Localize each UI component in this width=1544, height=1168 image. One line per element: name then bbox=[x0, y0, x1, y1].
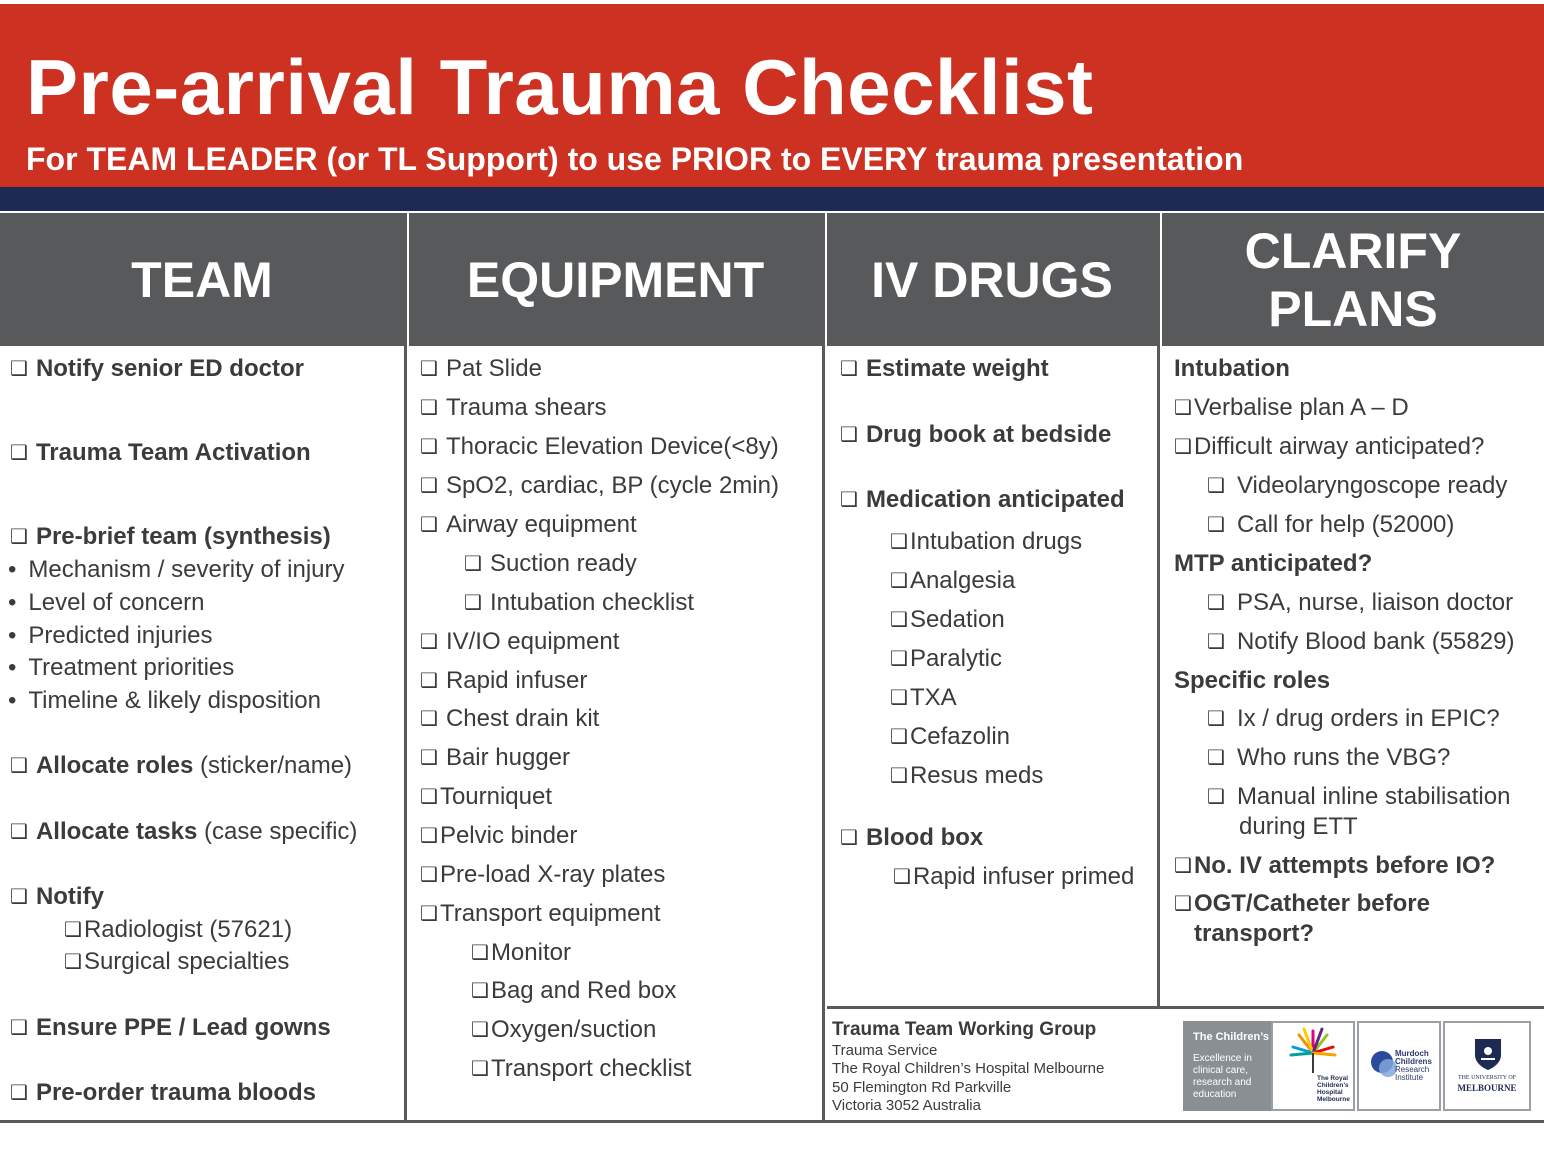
checklist-item[interactable] bbox=[840, 823, 983, 853]
column-header-clarify-plans bbox=[1162, 213, 1544, 346]
checklist-subitem[interactable] bbox=[1207, 704, 1500, 734]
bullet-label: Treatment priorities bbox=[28, 654, 235, 681]
item-label: PSA, nurse, liaison doctor bbox=[1236, 589, 1514, 616]
bullet-item bbox=[8, 621, 213, 651]
checklist-item[interactable] bbox=[840, 354, 1049, 384]
checkbox-icon[interactable]: ❑ bbox=[420, 473, 438, 497]
bullet-label: Mechanism / severity of injury bbox=[28, 556, 345, 583]
checklist-item[interactable] bbox=[420, 782, 552, 812]
section-heading: Intubation bbox=[1174, 355, 1290, 382]
item-label: Chest drain kit bbox=[445, 705, 600, 732]
checklist-subitem[interactable] bbox=[890, 527, 1082, 557]
item-label: Airway equipment bbox=[445, 511, 637, 538]
item-label-continuation: transport? bbox=[1194, 920, 1314, 947]
checkbox-icon[interactable]: ❑ bbox=[10, 819, 28, 843]
checkbox-icon[interactable]: ❑ bbox=[1207, 473, 1225, 497]
checklist-item[interactable] bbox=[420, 354, 542, 384]
section-heading: MTP anticipated? bbox=[1174, 550, 1373, 577]
partner-logos bbox=[1183, 1021, 1531, 1111]
checkbox-icon[interactable]: ❑ bbox=[420, 901, 438, 925]
item-label: No. IV attempts before IO? bbox=[1193, 852, 1496, 879]
bullet-item bbox=[8, 588, 205, 618]
rch-logo-text: Children’s bbox=[1317, 1082, 1349, 1089]
item-label: Difficult airway anticipated? bbox=[1193, 433, 1485, 460]
checklist-item[interactable] bbox=[10, 522, 331, 552]
item-label: Bair hugger bbox=[445, 744, 571, 771]
item-label: Transport equipment bbox=[439, 900, 661, 927]
childrens-logo-tagline: clinical care, bbox=[1193, 1065, 1249, 1076]
column-header-equipment bbox=[409, 213, 822, 346]
checkbox-icon[interactable]: ❑ bbox=[420, 862, 438, 886]
checklist-subitem[interactable] bbox=[64, 915, 292, 945]
item-label: Ix / drug orders in EPIC? bbox=[1236, 705, 1500, 732]
checklist-subitem[interactable] bbox=[1207, 510, 1454, 540]
item-label: IV/IO equipment bbox=[445, 628, 620, 655]
item-label: Pat Slide bbox=[445, 355, 542, 382]
checkbox-icon[interactable]: ❑ bbox=[420, 745, 438, 769]
item-label: Pre-brief team (synthesis) bbox=[35, 523, 331, 550]
checkbox-icon[interactable]: ❑ bbox=[840, 825, 858, 849]
checklist-subitem[interactable] bbox=[471, 1015, 656, 1045]
item-label: Drug book at bedside bbox=[865, 421, 1112, 448]
column-header-equipment-label: EQUIPMENT bbox=[466, 251, 765, 308]
checkbox-icon[interactable]: ❑ bbox=[471, 978, 489, 1002]
checklist-subitem[interactable] bbox=[464, 588, 694, 618]
checkbox-icon[interactable]: ❑ bbox=[10, 753, 28, 777]
childrens-logo-tagline: education bbox=[1193, 1089, 1237, 1100]
item-note: (sticker/name) bbox=[200, 752, 353, 779]
checklist-subitem[interactable] bbox=[1207, 471, 1507, 501]
checklist-item[interactable] bbox=[10, 817, 357, 847]
column-header-clarify-label: CLARIFY bbox=[1244, 222, 1462, 279]
childrens-campus-logo bbox=[1183, 1021, 1271, 1111]
checklist-subitem[interactable] bbox=[471, 1054, 691, 1084]
column-header-team bbox=[0, 213, 404, 346]
checkbox-icon[interactable]: ❑ bbox=[420, 823, 438, 847]
checkbox-icon[interactable]: ❑ bbox=[464, 590, 482, 614]
page-title: Pre-arrival Trauma Checklist bbox=[26, 43, 1094, 131]
checkbox-icon[interactable]: ❑ bbox=[840, 356, 858, 380]
checkbox-icon[interactable]: ❑ bbox=[10, 1015, 28, 1039]
section-heading: Specific roles bbox=[1174, 667, 1331, 694]
checkbox-icon[interactable]: ❑ bbox=[890, 646, 908, 670]
item-label: Notify Blood bank (55829) bbox=[1236, 628, 1515, 655]
checkbox-icon[interactable]: ❑ bbox=[1207, 512, 1225, 536]
checklist-subitem[interactable] bbox=[893, 862, 1134, 892]
item-label: Monitor bbox=[490, 939, 571, 966]
unimelb-logo bbox=[1443, 1021, 1531, 1111]
item-label: Suction ready bbox=[489, 550, 637, 577]
checkbox-icon[interactable]: ❑ bbox=[64, 949, 82, 973]
column-header-iv-drugs-label: IV DRUGS bbox=[871, 251, 1113, 308]
checkbox-icon[interactable]: ❑ bbox=[420, 706, 438, 730]
checkbox-icon[interactable]: ❑ bbox=[1207, 629, 1225, 653]
footer-line: The Royal Children’s Hospital Melbourne bbox=[832, 1060, 1105, 1077]
item-label: SpO2, cardiac, BP (cycle 2min) bbox=[445, 472, 779, 499]
checkbox-icon[interactable]: ❑ bbox=[1174, 395, 1192, 419]
checklist-item[interactable] bbox=[420, 432, 779, 462]
checklist-item[interactable] bbox=[10, 882, 104, 912]
checkbox-icon[interactable]: ❑ bbox=[420, 629, 438, 653]
item-label: Pelvic binder bbox=[439, 822, 578, 849]
checkbox-icon[interactable]: ❑ bbox=[10, 884, 28, 908]
checkbox-icon[interactable]: ❑ bbox=[1174, 891, 1192, 915]
checkbox-icon[interactable]: ❑ bbox=[890, 607, 908, 631]
checkbox-icon[interactable]: ❑ bbox=[10, 1080, 28, 1104]
checkbox-icon[interactable]: ❑ bbox=[420, 395, 438, 419]
bullet-icon: • bbox=[8, 556, 17, 583]
item-label: Paralytic bbox=[909, 645, 1002, 672]
checklist-item[interactable] bbox=[420, 471, 779, 501]
checklist-item[interactable] bbox=[10, 438, 311, 468]
item-label: Notify bbox=[35, 883, 104, 910]
checklist-item[interactable] bbox=[1174, 432, 1484, 462]
checklist-subitem[interactable] bbox=[890, 644, 1002, 674]
checklist-subitem[interactable] bbox=[64, 947, 289, 977]
item-label: Rapid infuser bbox=[445, 667, 588, 694]
footer-group-name: Trauma Team Working Group bbox=[832, 1019, 1097, 1040]
item-label: Medication anticipated bbox=[865, 486, 1125, 513]
checkbox-icon[interactable]: ❑ bbox=[420, 356, 438, 380]
checkbox-icon[interactable]: ❑ bbox=[890, 724, 908, 748]
item-label: Verbalise plan A – D bbox=[1193, 394, 1409, 421]
item-label: TXA bbox=[909, 684, 957, 711]
column-header-iv-drugs bbox=[827, 213, 1157, 346]
item-label: Tourniquet bbox=[439, 783, 553, 810]
checklist-subitem[interactable] bbox=[471, 976, 676, 1006]
mcri-logo-text: Murdoch bbox=[1395, 1049, 1429, 1058]
item-label: Pre-load X-ray plates bbox=[439, 861, 666, 888]
item-label: Oxygen/suction bbox=[490, 1016, 657, 1043]
item-label-continuation: during ETT bbox=[1239, 813, 1358, 840]
item-label: Allocate tasks bbox=[35, 818, 198, 845]
checklist-item[interactable] bbox=[10, 751, 352, 781]
checklist-item[interactable] bbox=[840, 485, 1125, 515]
item-label: Call for help (52000) bbox=[1236, 511, 1455, 538]
bullet-label: Timeline & likely disposition bbox=[28, 687, 321, 714]
bullet-item bbox=[8, 653, 234, 683]
rch-logo-text: Melbourne bbox=[1317, 1096, 1350, 1103]
checkbox-icon[interactable]: ❑ bbox=[1207, 706, 1225, 730]
checkbox-icon[interactable]: ❑ bbox=[890, 763, 908, 787]
bottom-rule bbox=[0, 1120, 1544, 1123]
checkbox-icon[interactable]: ❑ bbox=[10, 440, 28, 464]
item-label: Radiologist (57621) bbox=[83, 916, 293, 943]
checklist-item[interactable] bbox=[10, 1078, 316, 1108]
checklist-item[interactable] bbox=[420, 743, 570, 773]
checklist-item[interactable] bbox=[420, 510, 637, 540]
checklist-item[interactable] bbox=[10, 1013, 331, 1043]
checklist-item[interactable] bbox=[10, 354, 304, 384]
item-label: Videolaryngoscope ready bbox=[1236, 472, 1508, 499]
item-label: Ensure PPE / Lead gowns bbox=[35, 1014, 331, 1041]
checklist-item[interactable] bbox=[420, 899, 661, 929]
item-label: OGT/Catheter before bbox=[1193, 890, 1430, 917]
rch-logo-text: Hospital bbox=[1317, 1089, 1343, 1096]
checkbox-icon[interactable]: ❑ bbox=[1207, 784, 1225, 808]
column-header-plans-label: PLANS bbox=[1268, 280, 1438, 337]
checklist-item[interactable] bbox=[420, 627, 619, 657]
footer-divider bbox=[827, 1006, 1544, 1009]
item-label: Resus meds bbox=[909, 762, 1044, 789]
checklist-subitem[interactable] bbox=[1207, 782, 1510, 812]
checklist-subitem[interactable] bbox=[890, 566, 1015, 596]
checklist-subitem[interactable] bbox=[890, 761, 1043, 791]
item-label: Estimate weight bbox=[865, 355, 1049, 382]
checkbox-icon[interactable]: ❑ bbox=[464, 551, 482, 575]
item-label: Notify senior ED doctor bbox=[35, 355, 304, 382]
checkbox-icon[interactable]: ❑ bbox=[890, 529, 908, 553]
checkbox-icon[interactable]: ❑ bbox=[840, 422, 858, 446]
rch-tree-icon bbox=[1273, 1025, 1353, 1075]
checkbox-icon[interactable]: ❑ bbox=[471, 940, 489, 964]
item-label: Pre-order trauma bloods bbox=[35, 1079, 316, 1106]
checkbox-icon[interactable]: ❑ bbox=[420, 784, 438, 808]
checklist-subitem[interactable] bbox=[1207, 627, 1514, 657]
unimelb-logo-text: MELBOURNE bbox=[1457, 1083, 1517, 1093]
item-label: Intubation drugs bbox=[909, 528, 1083, 555]
checkbox-icon[interactable]: ❑ bbox=[471, 1017, 489, 1041]
footer-line: 50 Flemington Rd Parkville bbox=[832, 1079, 1012, 1096]
checkbox-icon[interactable]: ❑ bbox=[1174, 853, 1192, 877]
checkbox-icon[interactable]: ❑ bbox=[471, 1056, 489, 1080]
item-label: Transport checklist bbox=[490, 1055, 692, 1082]
checklist-subitem[interactable] bbox=[1207, 588, 1513, 618]
checkbox-icon[interactable]: ❑ bbox=[1207, 745, 1225, 769]
item-note: (case specific) bbox=[204, 818, 358, 845]
checklist-subitem[interactable] bbox=[890, 683, 957, 713]
bullet-icon: • bbox=[8, 654, 17, 681]
unimelb-logo-caption: THE UNIVERSITY OF bbox=[1457, 1075, 1517, 1081]
column-header-team-label: TEAM bbox=[131, 251, 273, 308]
checkbox-icon[interactable]: ❑ bbox=[10, 524, 28, 548]
mcri-logo-text: Research bbox=[1395, 1065, 1430, 1074]
bullet-icon: • bbox=[8, 687, 17, 714]
bullet-item bbox=[8, 686, 321, 716]
bullet-icon: • bbox=[8, 622, 17, 649]
checkbox-icon[interactable]: ❑ bbox=[64, 917, 82, 941]
column-divider bbox=[1157, 213, 1160, 1008]
checklist-subitem[interactable] bbox=[1207, 743, 1450, 773]
checklist-item[interactable] bbox=[420, 704, 599, 734]
checklist-item[interactable] bbox=[840, 420, 1111, 450]
bullet-icon: • bbox=[8, 589, 17, 616]
header-divider-bar bbox=[0, 187, 1544, 211]
item-label: Intubation checklist bbox=[489, 589, 695, 616]
item-label: Manual inline stabilisation bbox=[1236, 783, 1511, 810]
checkbox-icon[interactable]: ❑ bbox=[420, 668, 438, 692]
checkbox-icon[interactable]: ❑ bbox=[10, 356, 28, 380]
column-divider bbox=[404, 213, 407, 1123]
column-divider bbox=[822, 213, 825, 1123]
item-label: Bag and Red box bbox=[490, 977, 677, 1004]
header-banner bbox=[0, 4, 1544, 187]
checklist-item[interactable] bbox=[1174, 889, 1430, 919]
checkbox-icon[interactable]: ❑ bbox=[420, 434, 438, 458]
item-label: Rapid infuser primed bbox=[912, 863, 1135, 890]
unimelb-crest-icon bbox=[1473, 1037, 1503, 1071]
checklist-item[interactable] bbox=[420, 393, 606, 423]
checklist-item[interactable] bbox=[1174, 851, 1495, 881]
item-label: Blood box bbox=[865, 824, 984, 851]
checklist-subitem[interactable] bbox=[471, 938, 571, 968]
checklist-subitem[interactable] bbox=[890, 605, 1005, 635]
checklist-item[interactable] bbox=[1174, 393, 1409, 423]
footer-line: Trauma Service bbox=[832, 1042, 938, 1059]
checklist-item[interactable] bbox=[420, 860, 665, 890]
item-label: Trauma Team Activation bbox=[35, 439, 311, 466]
checklist-item[interactable] bbox=[420, 821, 577, 851]
mcri-logo bbox=[1357, 1021, 1441, 1111]
rch-logo bbox=[1271, 1021, 1355, 1111]
checkbox-icon[interactable]: ❑ bbox=[420, 512, 438, 536]
item-label: Sedation bbox=[909, 606, 1005, 633]
checkbox-icon[interactable]: ❑ bbox=[1207, 590, 1225, 614]
checklist-subitem[interactable] bbox=[890, 722, 1010, 752]
item-label: Surgical specialties bbox=[83, 948, 290, 975]
bullet-label: Predicted injuries bbox=[28, 622, 213, 649]
item-label: Analgesia bbox=[909, 567, 1016, 594]
rch-logo-text: The Royal bbox=[1317, 1075, 1349, 1082]
checklist-item[interactable] bbox=[420, 666, 587, 696]
bullet-label: Level of concern bbox=[28, 589, 205, 616]
checkbox-icon[interactable]: ❑ bbox=[890, 568, 908, 592]
item-label: Trauma shears bbox=[445, 394, 607, 421]
childrens-logo-tagline: Excellence in bbox=[1193, 1053, 1252, 1064]
mcri-logo-text: Childrens bbox=[1395, 1057, 1432, 1066]
mcri-logo-text: Institute bbox=[1395, 1073, 1424, 1082]
item-label: Who runs the VBG? bbox=[1236, 744, 1451, 771]
bullet-item bbox=[8, 555, 345, 585]
item-label: Allocate roles bbox=[35, 752, 194, 779]
checkbox-icon[interactable]: ❑ bbox=[893, 864, 911, 888]
childrens-logo-tagline: research and bbox=[1193, 1077, 1252, 1088]
childrens-logo-title: The Children’s bbox=[1193, 1031, 1269, 1043]
checkbox-icon[interactable]: ❑ bbox=[890, 685, 908, 709]
item-label: Cefazolin bbox=[909, 723, 1010, 750]
checklist-subitem[interactable] bbox=[464, 549, 637, 579]
checkbox-icon[interactable]: ❑ bbox=[840, 487, 858, 511]
page-subtitle: For TEAM LEADER (or TL Support) to use PRIOR to EVERY trauma presentation bbox=[26, 141, 1244, 177]
checkbox-icon[interactable]: ❑ bbox=[1174, 434, 1192, 458]
footer-line: Victoria 3052 Australia bbox=[832, 1097, 981, 1114]
item-label: Thoracic Elevation Device(<8y) bbox=[445, 433, 779, 460]
